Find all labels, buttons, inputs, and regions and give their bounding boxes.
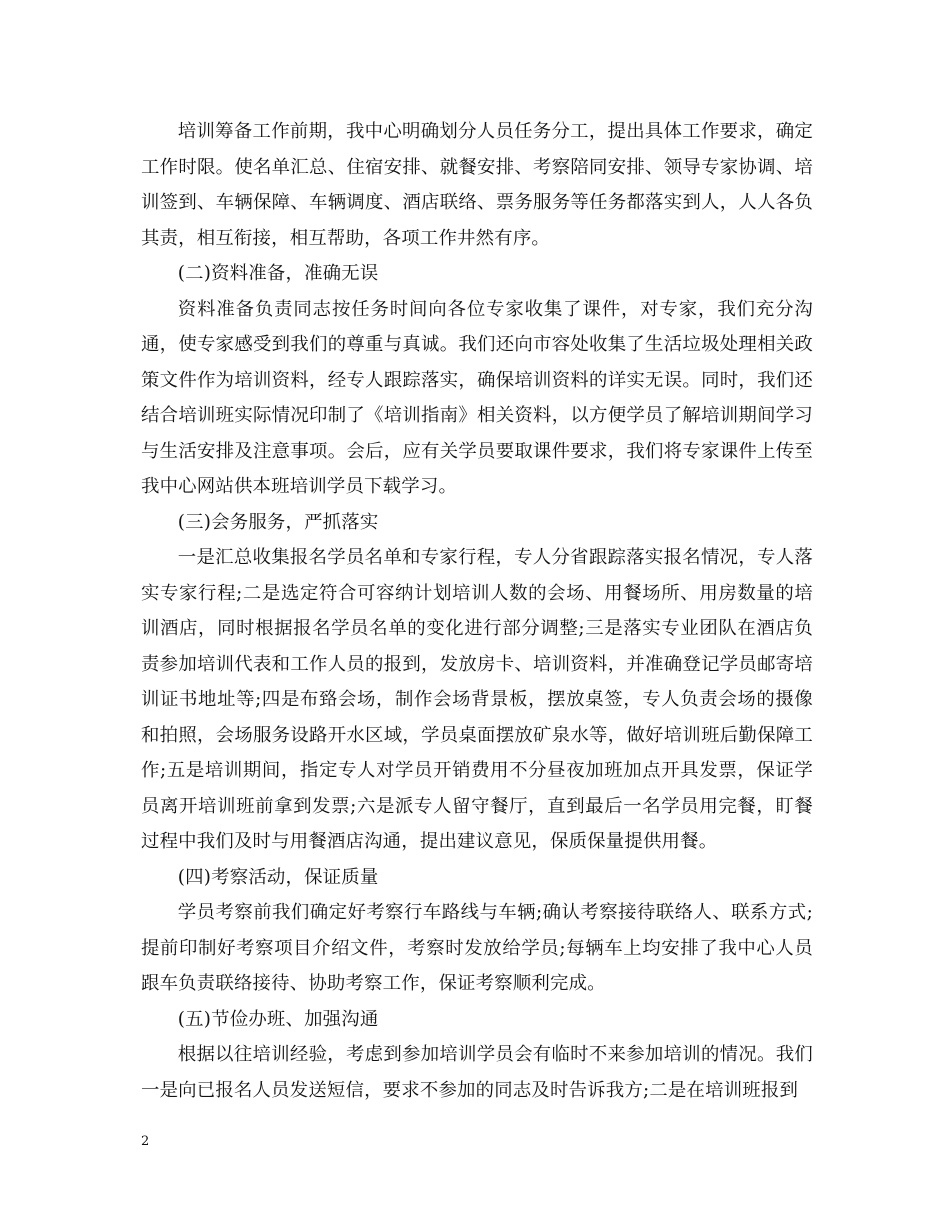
paragraph-task-division: 培训筹备工作前期，我中心明确划分人员任务分工，提出具体工作要求，确定工作时限。使名单汇总、住宿安排、就餐安排、考察陪同安排、领导专家协调、培训签到、车辆保障、车辆调度、酒店联络、票务服务等任务都落实到人，人人各负其责，相互衔接，相互帮助，各项工作井然有序。	[141, 121, 813, 249]
paragraph-inspection: 学员考察前我们确定好考察行车路线与车辆;确认考察接待联络人、联系方式;提前印制好考察项目介绍文件，考察时发放给学员;每辆车上均安排了我中心人员跟车负责联络接待、协助考察工作，保证考察顺利完成。	[141, 902, 813, 994]
page-number: 2	[141, 1134, 150, 1149]
section-heading-frugality: (五)节俭办班、加强沟通	[177, 1008, 379, 1030]
paragraph-frugality: 根据以往培训经验，考虑到参加培训学员会有临时不来参加培训的情况。我们一是向已报名人员发送短信，要求不参加的同志及时告诉我方;二是在培训班报到	[141, 1044, 813, 1101]
section-heading-inspection: (四)考察活动，保证质量	[177, 866, 379, 888]
paragraph-materials: 资料准备负责同志按任务时间向各位专家收集了课件，对专家，我们充分沟通，使专家感受到我们的尊重与真诚。我们还向市容处收集了生活垃圾处理相关政策文件作为培训资料，经专人跟踪落实，确保培训资料的详实无误。同时，我们还结合培训班实际情况印制了《培训指南》相关资料，以方便学员了解培训期间学习与生活安排及注意事项。会后，应有关学员要取课件要求，我们将专家课件上传至我中心网站供本班培训学员下载学习。	[141, 298, 813, 497]
document-body	[141, 114, 813, 1108]
paragraph-conference-service: 一是汇总收集报名学员名单和专家行程，专人分省跟踪落实报名情况，专人落实专家行程;二是选定符合可容纳计划培训人数的会场、用餐场所、用房数量的培训酒店，同时根据报名学员名单的变化进行部分调整;三是落实专业团队在酒店负责参加培训代表和工作人员的报到，发放房卡、培训资料，并准确登记学员邮寄培训证书地址等;四是布臵会场，制作会场背景板，摆放桌签，专人负责会场的摄像和拍照，会场服务设路开水区域，学员桌面摆放矿泉水等，做好培训班后勤保障工作;五是培训期间，指定专人对学员开销费用不分昼夜加班加点开具发票，保证学员离开培训班前拿到发票;六是派专人留守餐厅，直到最后一名学员用完餐，盯餐过程中我们及时与用餐酒店沟通，提出建议意见，保质保量提供用餐。	[141, 547, 813, 852]
section-heading-conference-service: (三)会务服务，严抓落实	[177, 511, 379, 533]
section-heading-materials: (二)资料准备，准确无误	[177, 263, 379, 284]
